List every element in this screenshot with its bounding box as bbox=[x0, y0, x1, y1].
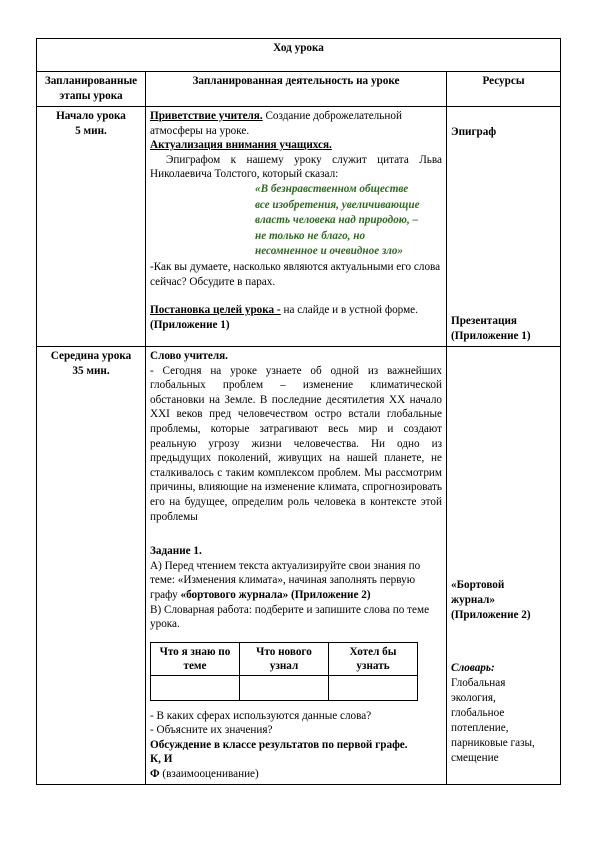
title-row bbox=[37, 39, 561, 72]
quote-line: не только не благо, но bbox=[255, 229, 366, 242]
header-stages: Запланированные этапы урока bbox=[37, 72, 146, 107]
res-journal-appendix: (Приложение 2) bbox=[451, 609, 531, 621]
lesson-plan-table bbox=[36, 38, 561, 785]
goals-label: Постановка целей урока - bbox=[150, 304, 281, 317]
res-epigraph: Эпиграф bbox=[451, 126, 497, 138]
header-row bbox=[37, 72, 561, 107]
res-dict-label: Словарь: bbox=[451, 662, 495, 674]
appendix-ref: (Приложение 1) bbox=[150, 318, 230, 331]
kwl-header: Что я знаю по теме bbox=[151, 642, 240, 675]
kwl-cell[interactable] bbox=[329, 675, 418, 700]
quote-line: несомненное и очевидное зло» bbox=[255, 245, 404, 258]
kwl-empty-row bbox=[151, 675, 418, 700]
spheres-question: - В каких сферах используются данные слова? bbox=[150, 709, 372, 722]
res-presentation: Презентация bbox=[451, 315, 517, 327]
header-resources: Ресурсы bbox=[447, 72, 561, 107]
table-title: Ход урока bbox=[37, 39, 561, 72]
stage-name: Начало урока bbox=[56, 110, 126, 122]
table-row bbox=[37, 107, 561, 347]
activity-cell bbox=[146, 107, 447, 347]
teacher-word-label: Слово учителя. bbox=[150, 350, 228, 362]
explain-question: - Объясните их значения? bbox=[150, 724, 273, 737]
task-a-bold: «бортового журнала» (Приложение 2) bbox=[180, 588, 371, 601]
stage-duration: 5 мин. bbox=[75, 124, 107, 137]
lesson-plan-page bbox=[36, 38, 560, 785]
res-dict-word: экология, bbox=[451, 692, 496, 704]
task-b-text: В) Словарная работа: подберите и запишите слова по теме урока. bbox=[150, 603, 430, 631]
quote-line: власть человека над природою, – bbox=[255, 214, 419, 227]
discussion-question: -Как вы думаете, насколько являются актуальными его слова сейчас? Обсудите в парах. bbox=[150, 260, 441, 288]
stage-cell bbox=[37, 107, 146, 347]
resources-cell bbox=[447, 347, 561, 785]
greeting-text: Создание доброжелательной атмосферы на уроке. bbox=[150, 110, 402, 137]
f-text: (взаимооценивание) bbox=[159, 768, 259, 781]
kwl-cell[interactable] bbox=[240, 675, 329, 700]
res-dict-word: парниковые газы, bbox=[451, 737, 535, 749]
quote-line: все изобретения, увеличивающие bbox=[255, 198, 420, 211]
res-appendix: (Приложение 1) bbox=[451, 330, 531, 342]
f-label: Ф bbox=[150, 768, 160, 781]
table-row bbox=[37, 347, 561, 785]
kwl-cell[interactable] bbox=[151, 675, 240, 700]
stage-duration: 35 мин. bbox=[72, 364, 110, 377]
res-journal: «Бортовой bbox=[451, 579, 505, 591]
tolstoy-quote bbox=[255, 182, 442, 260]
res-dict-word: смещение bbox=[451, 752, 499, 764]
header-activity: Запланированная деятельность на уроке bbox=[146, 72, 447, 107]
goals-text: на слайде и в устной форме. bbox=[280, 304, 418, 317]
res-dict-word: Глобальная bbox=[451, 677, 506, 689]
teacher-text: - Сегодня на уроке узнаете об одной из важнейших глобальных проблем – изменение климатической обстановки на Земле. В последние десятилетия XX начало XXI веков пред человечеством остро встали глобальные проблемы, которые затрагивают весь мир и создают реальную угрозу жизни человечества. Ни одно из предыдущих поколений, живущих на нашей планете, не сталкивалось с таким комплексом проблем. Мы рассмотрим причины, влияющие на изменение климата, спрогнозировать его на будущее, определим роль человека в контексте этой проблемы bbox=[150, 364, 442, 523]
task-label: Задание 1. bbox=[150, 545, 202, 558]
activity-cell bbox=[146, 347, 447, 785]
res-dict-word: глобальное bbox=[451, 707, 505, 719]
stage-cell bbox=[37, 347, 146, 785]
quote-line: «В безнравственном обществе bbox=[255, 182, 409, 195]
greeting-label: Приветствие учителя. bbox=[150, 110, 263, 122]
res-dict-word: потепление, bbox=[451, 722, 509, 734]
kwl-header-row bbox=[151, 642, 418, 675]
discussion-text: Обсуждение в классе результатов по первой графе. bbox=[150, 738, 408, 751]
stage-name: Середина урока bbox=[50, 350, 132, 362]
task-a-text: А) Перед чтением текста актуализируйте свои знания по теме: «Изменения климата», начиная заполнять первую графу bbox=[150, 559, 421, 601]
kwl-header: Что нового узнал bbox=[240, 642, 329, 675]
ki-label: К, И bbox=[150, 753, 173, 766]
kwl-header: Хотел бы узнать bbox=[329, 642, 418, 675]
epigraph-intro: Эпиграфом к нашему уроку служит цитата Льва Николаевича Толстого, который сказал: bbox=[150, 153, 442, 181]
res-journal: журнал» bbox=[451, 594, 495, 606]
resources-cell bbox=[447, 107, 561, 347]
kwl-table bbox=[150, 642, 418, 701]
actualization-label: Актуализация внимания учащихся. bbox=[150, 139, 332, 152]
